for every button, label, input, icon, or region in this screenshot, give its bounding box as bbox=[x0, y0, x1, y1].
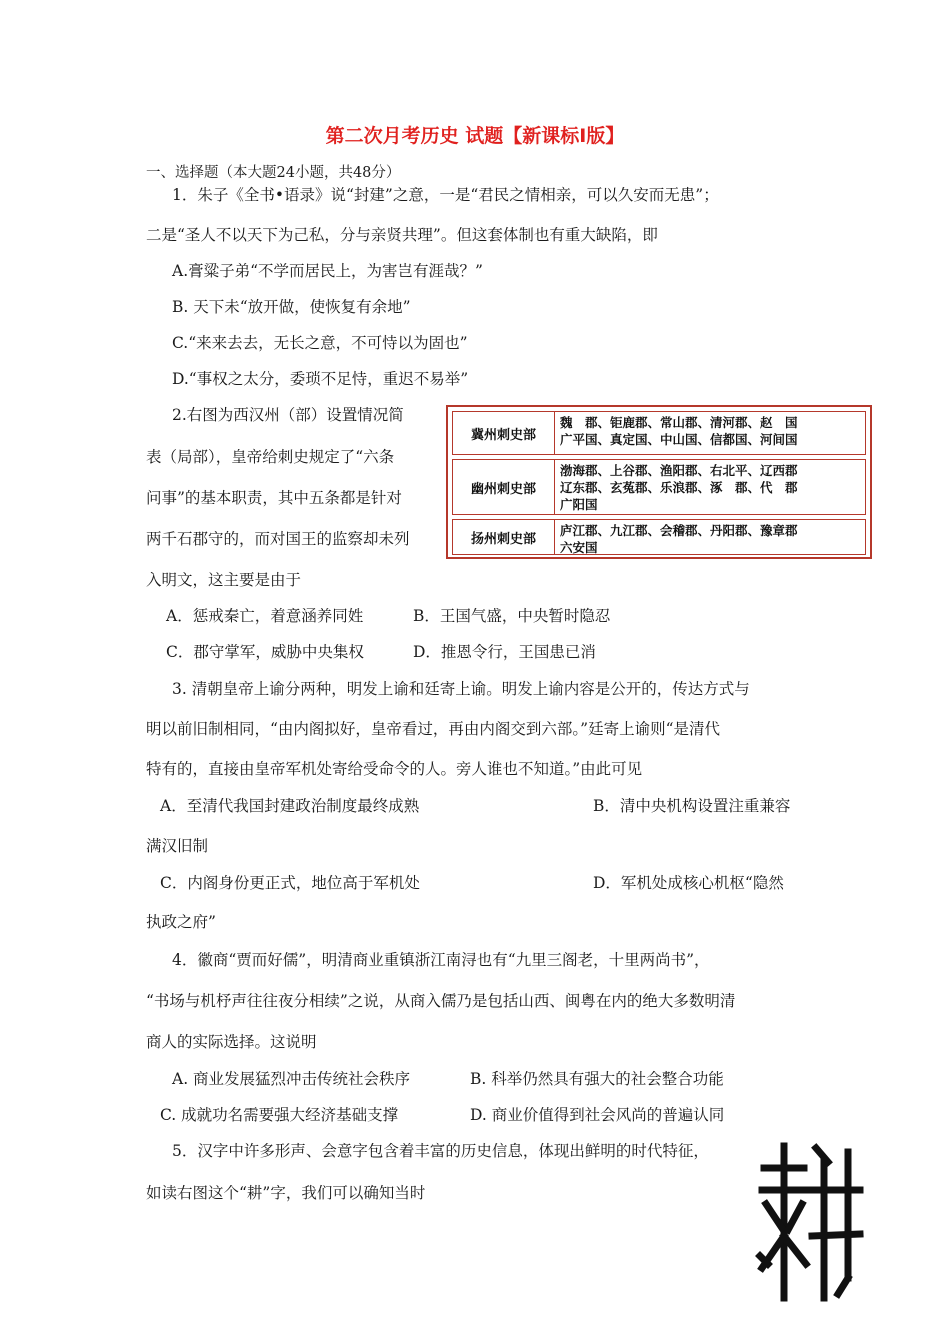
q2-stem-line: 入明文，这主要是由于 bbox=[146, 571, 302, 589]
q2-stem-line: 两千石郡守的，而对国王的监察却未列 bbox=[146, 530, 410, 548]
han-province-table bbox=[446, 405, 872, 559]
q2-option-d: D．推恩令行，王国患已消 bbox=[413, 643, 596, 661]
q5-stem-line: 如读右图这个“耕”字，我们可以确知当时 bbox=[146, 1184, 426, 1202]
q3-option-b: B．清中央机构设置注重兼容 bbox=[593, 797, 791, 815]
q1-option-c: C.“来来去去，无长之意，不可恃以为固也” bbox=[172, 334, 468, 352]
q4-option-b: B. 科举仍然具有强大的社会整合功能 bbox=[470, 1070, 724, 1088]
q1-option-a: A.膏粱子弟“不学而居民上，为害岂有涯哉？” bbox=[172, 262, 483, 280]
q4-option-a: A. 商业发展猛烈冲击传统社会秩序 bbox=[172, 1070, 411, 1088]
q4-stem-line: 商人的实际选择。这说明 bbox=[146, 1033, 317, 1051]
q1-option-b: B. 天下未“放开做，使恢复有余地” bbox=[172, 298, 411, 316]
q3-option-c: C．内阁身份更正式，地位高于军机处 bbox=[160, 874, 420, 892]
q1-option-d: D.“事权之太分，委琐不足恃，重迟不易举” bbox=[172, 370, 469, 388]
province-name: 扬州刺史部 bbox=[453, 520, 555, 554]
q3-option-b-cont: 满汉旧制 bbox=[146, 837, 209, 855]
q4-option-c: C. 成就功名需要强大经济基础支撑 bbox=[160, 1106, 399, 1124]
q3-option-d: D．军机处成核心机枢“隐然 bbox=[593, 874, 784, 892]
q4-option-d: D. 商业价值得到社会风尚的普遍认同 bbox=[470, 1106, 725, 1124]
q2-option-b: B．王国气盛，中央暂时隐忍 bbox=[413, 607, 611, 625]
ancient-geng-character-image bbox=[754, 1138, 864, 1306]
section-heading: 一、选择题（本大题24小题，共48分） bbox=[146, 165, 401, 181]
q5-stem-line: 5．汉字中许多形声、会意字包含着丰富的历史信息，体现出鲜明的时代特征， bbox=[172, 1142, 709, 1160]
commanderies-list: 魏 郡、钜鹿郡、常山郡、清河郡、赵 国 广平国、真定国、中山国、信都国、河间国 bbox=[560, 415, 798, 447]
q1-stem-line: 1．朱子《全书•语录》说“封建”之意，一是“君民之情相亲，可以久安而无患”； bbox=[172, 186, 719, 204]
q2-stem-line: 2.右图为西汉州（部）设置情况简 bbox=[172, 406, 404, 424]
q3-stem-line: 3. 清朝皇帝上谕分两种，明发上谕和廷寄上谕。明发上谕内容是公开的，传达方式与 bbox=[172, 680, 750, 698]
province-name: 冀州刺史部 bbox=[453, 412, 555, 454]
table-row bbox=[452, 519, 866, 555]
q3-option-d-cont: 执政之府” bbox=[146, 913, 216, 931]
page-title: 第二次月考历史 试题【新课标Ⅰ版】 bbox=[325, 125, 625, 147]
province-name: 幽州刺史部 bbox=[453, 460, 555, 514]
q3-stem-line: 特有的，直接由皇帝军机处寄给受命令的人。旁人谁也不知道。”由此可见 bbox=[146, 760, 643, 778]
table-row bbox=[452, 411, 866, 455]
commanderies-list: 渤海郡、上谷郡、渔阳郡、右北平、辽西郡 辽东郡、玄菟郡、乐浪郡、涿 郡、代 郡 广阳国 bbox=[560, 463, 798, 512]
q2-option-a: A．惩戒秦亡，着意涵养同姓 bbox=[166, 607, 364, 625]
q1-stem-line: 二是“圣人不以天下为己私，分与亲贤共理”。但这套体制也有重大缺陷，即 bbox=[146, 226, 658, 244]
commanderies-list: 庐江郡、九江郡、会稽郡、丹阳郡、豫章郡 六安国 bbox=[560, 523, 798, 555]
q4-stem-line: 4．徽商“贾而好儒”，明清商业重镇浙江南浔也有“九里三阁老，十里两尚书”， bbox=[172, 951, 710, 969]
q3-option-a: A．至清代我国封建政治制度最终成熟 bbox=[160, 797, 420, 815]
q3-stem-line: 明以前旧制相同，“由内阁拟好，皇帝看过，再由内阁交到六部。”廷寄上谕则“是清代 bbox=[146, 720, 721, 738]
q2-stem-line: 问事”的基本职责，其中五条都是针对 bbox=[146, 489, 402, 507]
q2-option-c: C．郡守掌军，威胁中央集权 bbox=[166, 643, 364, 661]
table-row bbox=[452, 459, 866, 515]
q2-stem-line: 表（局部），皇帝给刺史规定了“六条 bbox=[146, 448, 395, 466]
q4-stem-line: “书场与机杼声往往夜分相续”之说，从商入儒乃是包括山西、闽粤在内的绝大多数明清 bbox=[146, 992, 736, 1010]
